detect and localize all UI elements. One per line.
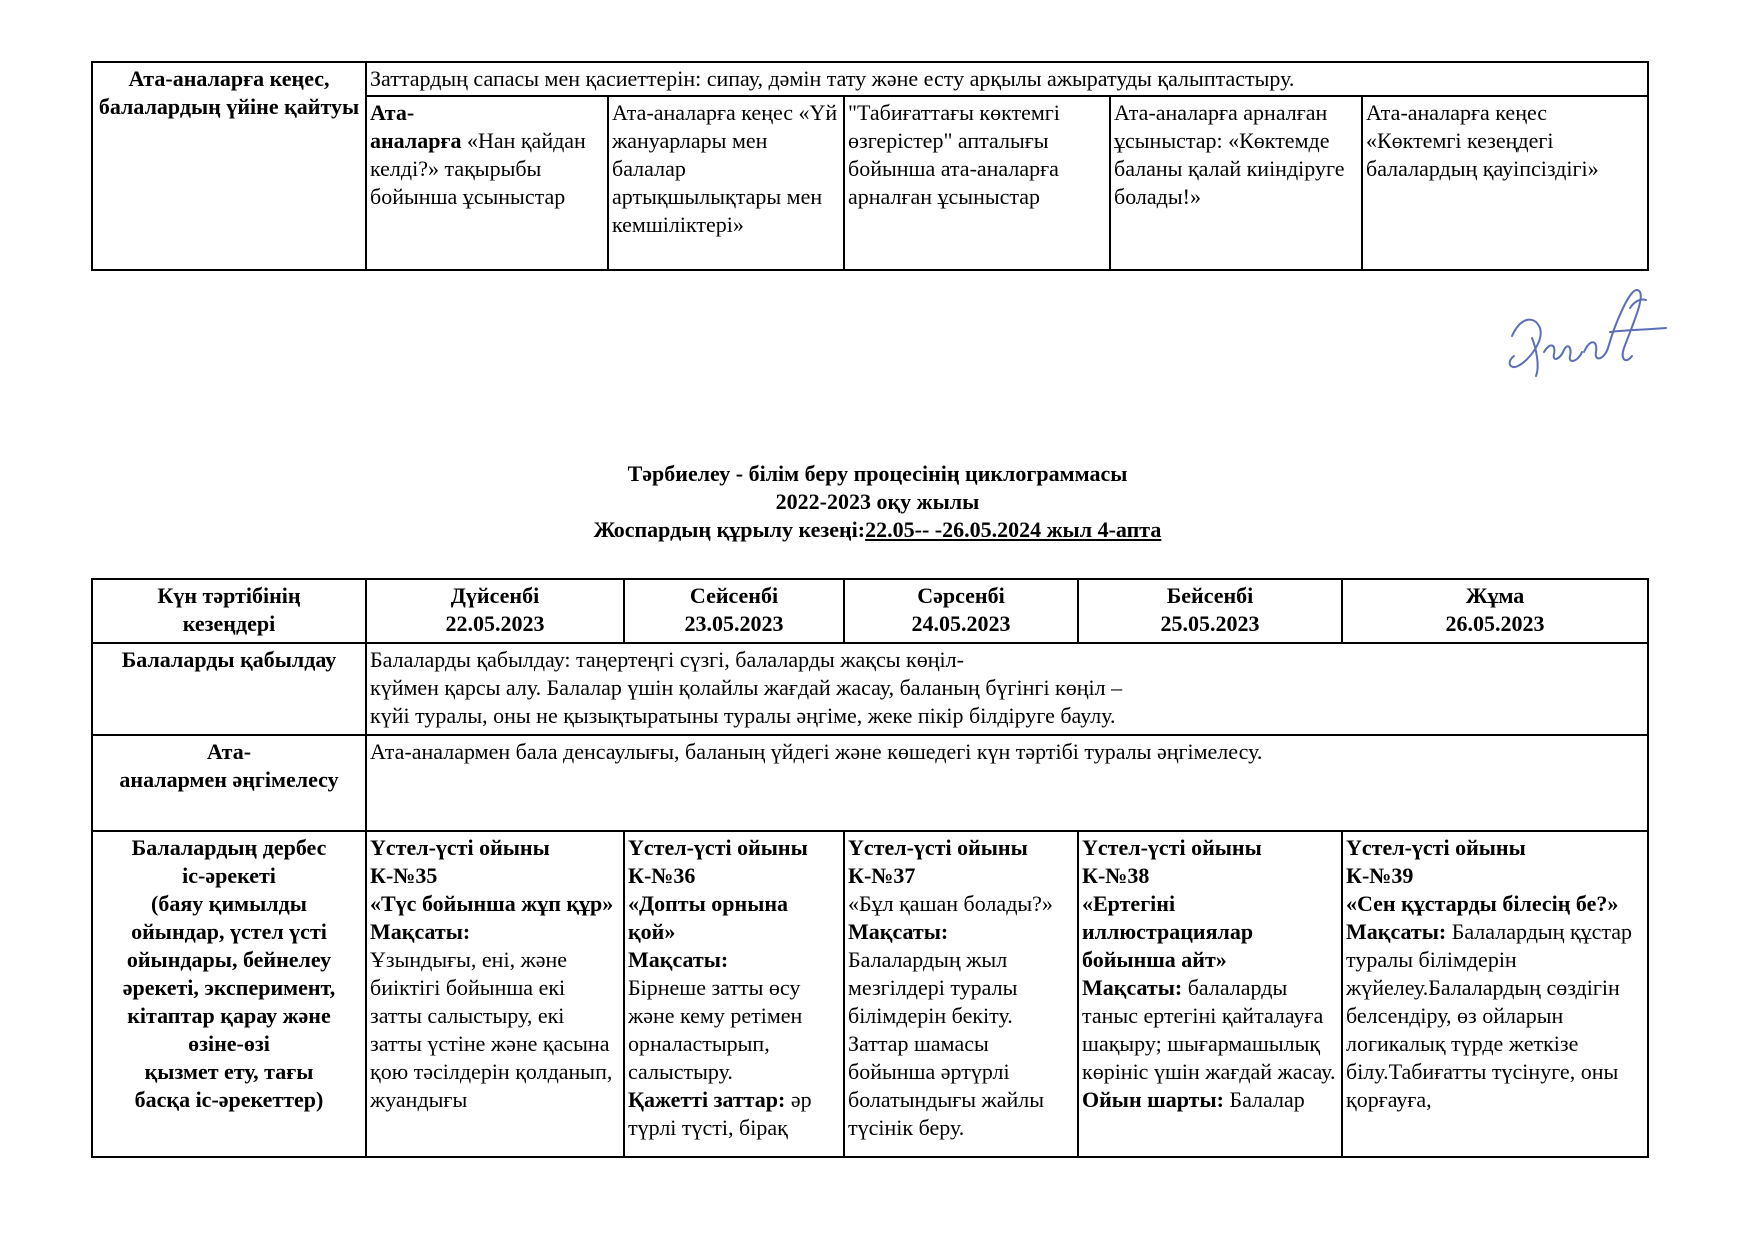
parents-advice-day-2: Ата-аналарға кеңес «Үй жануарлары мен балалар артықшылықтары мен кемшіліктері» <box>608 96 844 270</box>
handwritten-signature <box>1500 278 1670 388</box>
schedule-header-row <box>92 579 1648 643</box>
reception-label: Балаларды қабылдау <box>92 643 366 735</box>
parents-advice-day-5: Ата-аналарға кеңес «Көктемгі кезеңдегі балалардың қауіпсіздігі» <box>1362 96 1648 270</box>
parents-advice-day-4: Ата-аналарға арналған ұсыныстар: «Көктемде баланы қалай киіндіруге болады!» <box>1110 96 1362 270</box>
parents-advice-label: Ата-аналарға кеңес, балалардың үйіне қайтуы <box>92 62 366 270</box>
activity-day-1: Үстел-үсті ойыны К-№35 «Түс бойынша жұп құр» Мақсаты: Ұзындығы, ені, және биіктігі бойынша екі затты салыстыру, екі затты үстіне және қасына қою тәсілдерін қолданып, жуандығы <box>366 831 624 1157</box>
activity-row <box>92 831 1648 1157</box>
day-header-1: Дүйсенбі 22.05.2023 <box>366 579 624 643</box>
reception-text: Балаларды қабылдау: таңертеңгі сүзгі, балаларды жақсы көңіл- күймен қарсы алу. Балалар үшін қолайлы жағдай жасау, баланың бүгінгі көңіл – күйі туралы, оны не қызықтыратыны туралы әңгіме, жеке пікір білдіруге баулу. <box>366 643 1648 735</box>
parents-advice-day-1: Ата- аналарға «Нан қайдан келді?» тақырыбы бойынша ұсыныстар <box>366 96 608 270</box>
day-header-5: Жұма 26.05.2023 <box>1342 579 1648 643</box>
parents-talk-row <box>92 735 1648 831</box>
activity-day-2: Үстел-үсті ойыны К-№36 «Допты орнына қой» Мақсаты: Бірнеше затты өсу және кему ретімен орналастырып, салыстыру. Қажетті заттар: әр түрлі түсті, бірақ <box>624 831 844 1157</box>
heading-title: Тәрбиелеу - білім беру процесінің циклограммасы <box>627 461 1128 486</box>
parents-talk-label: Ата- аналармен әңгімелесу <box>92 735 366 831</box>
document-heading <box>0 460 1755 544</box>
parents-advice-day-3: "Табиғаттағы көктемгі өзгерістер" апталығы бойынша ата-аналарға арналған ұсыныстар <box>844 96 1110 270</box>
activity-label: Балалардың дербес іс-әрекеті (баяу қимылды ойындар, үстел үсті ойындары, бейнелеу әрекеті, эксперимент, кітаптар қарау және өзіне-өзі қызмет ету, тағы басқа іс-әрекеттер) <box>92 831 366 1157</box>
heading-academic-year: 2022-2023 оқу жылы <box>775 489 980 514</box>
activity-day-5: Үстел-үсті ойыны К-№39 «Сен құстарды білесің бе?» Мақсаты: Балалардың құстар туралы білімдерін жүйелеу.Балалардың сөздігін белсендіру, өз ойларын логикалық түрде жеткізе білу.Табиғатты түсінуге, оны қорғауға, <box>1342 831 1648 1157</box>
day-header-2: Сейсенбі 23.05.2023 <box>624 579 844 643</box>
parents-advice-table <box>91 61 1649 271</box>
reception-row <box>92 643 1648 735</box>
day-header-4: Бейсенбі 25.05.2023 <box>1078 579 1342 643</box>
schedule-table <box>91 578 1649 1158</box>
heading-period: Жоспардың құрылу кезеңі:22.05-- -26.05.2024 жыл 4-апта <box>593 517 1162 542</box>
parents-advice-goal: Заттардың сапасы мен қасиеттерін: сипау, дәмін тату және есту арқылы ажыратуды қалыптастыру. <box>366 62 1648 96</box>
day-header-3: Сәрсенбі 24.05.2023 <box>844 579 1078 643</box>
activity-day-4: Үстел-үсті ойыны К-№38 «Ертегіні иллюстрациялар бойынша айт» Мақсаты: балаларды таныс ертегіні қайталауға шақыру; шығармашылық көрініс үшін жағдай жасау. Ойын шарты: Балалар <box>1078 831 1342 1157</box>
activity-day-3: Үстел-үсті ойыны К-№37 «Бұл қашан болады?» Мақсаты: Балалардың жыл мезгілдері туралы білімдерін бекіту. Заттар шамасы бойынша әртүрлі болатындығы жайлы түсінік беру. <box>844 831 1078 1157</box>
schedule-header-label: Күн тәртібінің кезеңдері <box>92 579 366 643</box>
parents-talk-text: Ата-аналармен бала денсаулығы, баланың үйдегі және көшедегі күн тәртібі туралы әңгімелесу. <box>366 735 1648 831</box>
